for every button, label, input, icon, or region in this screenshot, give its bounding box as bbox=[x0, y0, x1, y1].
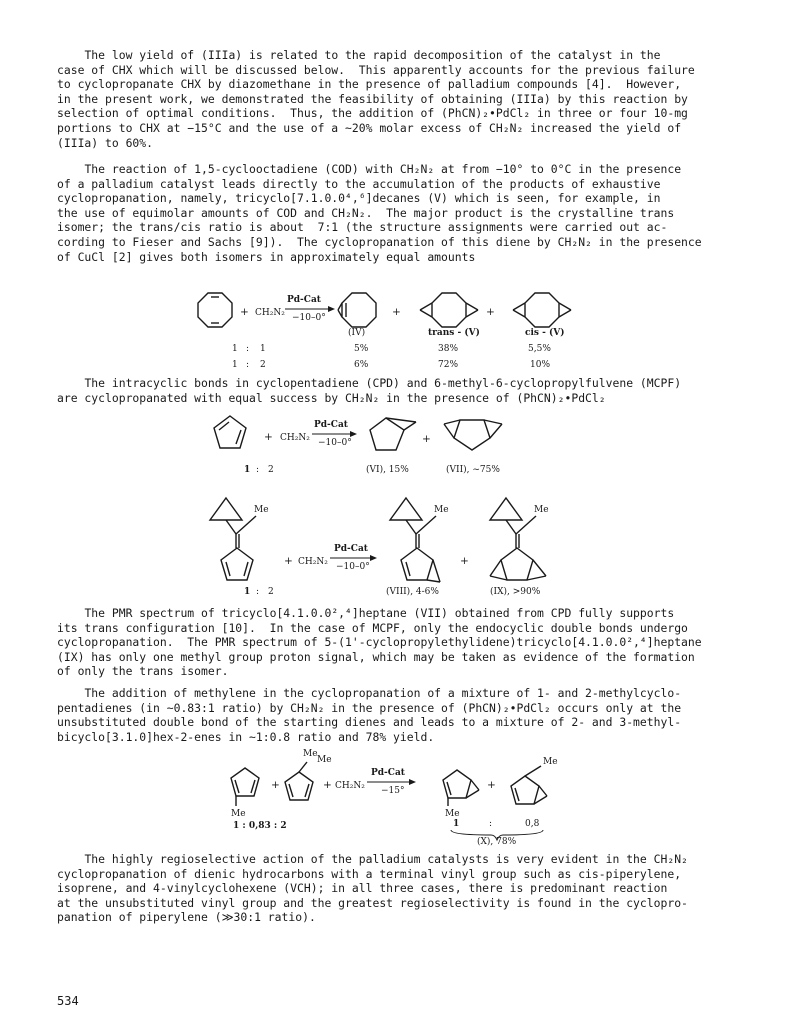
catalyst-label: Pd-Cat bbox=[287, 295, 321, 305]
scheme-cpd-cyclopropanation bbox=[190, 410, 550, 480]
row2-a: 1 bbox=[232, 360, 238, 370]
paragraph-1: The low yield of (IIIa) is related to the rapid decomposition of the catalyst in the case of CHX which will be discussed below. This apparently accounts for the previous failure to cyclopropanate CHX by diazomethane in the presence of palladium compounds [4]. However, in the present work, we demonstrated the feasibility of obtaining (IIIa) by this reaction by selection of optimal conditions. Thus, the addition of (PhCN)₂•PdCl₂ in three or four 10-mg portions to CHX at −15°C and the use of a ~20% molar excess of CH₂N₂ increased the yield of (IIIa) to 60%. bbox=[57, 48, 695, 150]
3-methylbicyclohexene-structure bbox=[511, 766, 547, 804]
ratio-c: 2 bbox=[268, 465, 274, 475]
row1-iv: 5% bbox=[354, 344, 369, 354]
ratio-a: 1 bbox=[244, 587, 251, 597]
methyl-label-bottom: Me bbox=[445, 809, 460, 819]
2-methylbicyclohexene-structure bbox=[443, 770, 479, 806]
ratio-right-b: : bbox=[489, 819, 493, 829]
label-ix: (IX), >90% bbox=[490, 587, 541, 597]
plus-sign: + bbox=[264, 431, 273, 443]
methyl-label-right: Me bbox=[543, 757, 558, 767]
methyl-label: Me bbox=[534, 505, 549, 515]
cis-v-structure bbox=[513, 293, 571, 327]
row1-c: 1 bbox=[260, 344, 266, 354]
row1-cis: 5,5% bbox=[528, 344, 551, 354]
scheme-cod-cyclopropanation bbox=[180, 283, 620, 383]
plus-sign: + bbox=[271, 779, 280, 791]
paragraph-5: The addition of methylene in the cyclopropanation of a mixture of 1- and 2-methylcyclo- pentadienes (in ~0.83:1 ratio) by CH₂N₂ in the presence of (PhCN)₂•PdCl₂ occurs only at the unsubstituted double bond of the starting dienes and leads to a mixture of 2- and 3-methyl- bicyclo[3.1.0]hex-2-enes in ~1:0.8 ratio and 78% yield. bbox=[57, 686, 682, 744]
temperature-label: −10–0° bbox=[318, 438, 352, 448]
2-methylcyclopentadiene-structure bbox=[285, 762, 313, 800]
label-trans-v: trans - (V) bbox=[428, 328, 480, 338]
ratio-b: : bbox=[256, 465, 260, 475]
trans-v-structure bbox=[420, 293, 478, 327]
catalyst-label: Pd-Cat bbox=[334, 544, 368, 554]
reagent-label: CH₂N₂ bbox=[255, 308, 285, 318]
row2-iv: 6% bbox=[354, 360, 369, 370]
row2-c: 2 bbox=[260, 360, 266, 370]
label-cis-v: cis - (V) bbox=[525, 328, 565, 338]
ratio-c: 2 bbox=[268, 587, 274, 597]
row2-cis: 10% bbox=[530, 360, 551, 370]
plus-sign: + bbox=[392, 306, 401, 318]
plus-sign: + bbox=[422, 433, 431, 445]
row2-trans: 72% bbox=[438, 360, 459, 370]
plus-sign: + bbox=[487, 779, 496, 791]
row1-a: 1 bbox=[232, 344, 238, 354]
scheme-mcpf-cyclopropanation bbox=[190, 490, 570, 598]
paragraph-2: The reaction of 1,5-cyclooctadiene (COD) with CH₂N₂ at from −10° to 0°C in the presence of a palladium catalyst leads directly to the accumulation of the products of exhaustive cyclopropanation, namely, tricyclo[7.1.0.0⁴,⁶]decanes (V) which is seen, for example, in the use of equimolar amounts of COD and CH₂N₂. The major product is the crystalline trans isomer; the trans/cis ratio is about 7:1 (the structure assignments were carried out ac- cording to Fieser and Sachs [9]). The cyclopropanation of this diene by CH₂N₂ in the presence of CuCl [2] gives both isomers in approximately equal amounts bbox=[57, 162, 702, 264]
compound-vi-structure bbox=[370, 418, 416, 450]
reagent-label: CH₂N₂ bbox=[335, 781, 365, 791]
scheme-methylcyclopentadiene-cyclopropanation bbox=[195, 749, 615, 847]
ratio-a: 1 bbox=[244, 465, 251, 475]
page-number: 534 bbox=[57, 994, 79, 1008]
ratio-b: : bbox=[256, 587, 260, 597]
plus-sign: + bbox=[323, 779, 332, 791]
row2-b: : bbox=[246, 360, 250, 370]
plus-sign: + bbox=[460, 555, 469, 567]
ratio-right-a: 1 bbox=[453, 819, 460, 829]
label-iv: (IV) bbox=[348, 328, 366, 338]
paragraph-6: The highly regioselective action of the palladium catalysts is very evident in the CH₂N₂ cyclopropanation of dienic hydrocarbons with a terminal vinyl group such as cis-piperylene, isoprene, and 4-vinylcyclohexene (VCH); in all three cases, there is predominant reaction at the unsubstituted vinyl group and the greatest regioselectivity is found in the cyclopro- panation of piperylene (≫30:1 ratio). bbox=[57, 852, 688, 925]
temperature-label: −10–0° bbox=[292, 313, 326, 323]
compound-vii-structure bbox=[444, 420, 502, 450]
plus-sign: + bbox=[486, 306, 495, 318]
plus-sign: + bbox=[240, 306, 249, 318]
ratio-left: 1 : 0,83 : 2 bbox=[233, 821, 287, 831]
methyl-label: Me bbox=[254, 505, 269, 515]
paragraph-4: The PMR spectrum of tricyclo[4.1.0.0²,⁴]heptane (VII) obtained from CPD fully supports its trans configuration [10]. In the case of MCPF, only the endocyclic double bonds undergo cyclopropanation. The PMR spectrum of 5-(1'-cyclopropylethylidene)tricyclo[4.1.0.0²,⁴]heptane (IX) has only one methyl group proton signal, which may be taken as evidence of the formation of only the trans isomer. bbox=[57, 606, 702, 679]
cyclooctadiene-structure bbox=[198, 293, 232, 327]
label-vi: (VI), 15% bbox=[366, 465, 409, 475]
compound-iv-structure bbox=[338, 293, 376, 327]
product-label: (X), 78% bbox=[477, 837, 517, 847]
plus-sign: + bbox=[284, 555, 293, 567]
row1-trans: 38% bbox=[438, 344, 459, 354]
paragraph-3: The intracyclic bonds in cyclopentadiene (CPD) and 6-methyl-6-cyclopropylfulvene (MCPF) are cyclopropanated with equal success by CH₂N₂ in the presence of (PhCN)₂•PdCl₂ bbox=[57, 376, 682, 405]
1-methylcyclopentadiene-structure bbox=[231, 768, 259, 806]
methyl-label: Me bbox=[231, 809, 246, 819]
row1-b: : bbox=[246, 344, 250, 354]
methyl-label: Me bbox=[434, 505, 449, 515]
catalyst-label: Pd-Cat bbox=[314, 420, 348, 430]
catalyst-label: Pd-Cat bbox=[371, 768, 405, 778]
methyl-label: Me bbox=[303, 749, 318, 759]
reagent-label: CH₂N₂ bbox=[298, 557, 328, 567]
compound-viii-structure bbox=[390, 498, 440, 582]
label-viii: (VIII), 4-6% bbox=[386, 587, 439, 597]
temperature-label: −10–0° bbox=[336, 562, 370, 572]
mcpf-structure bbox=[210, 498, 256, 580]
cyclopentadiene-structure bbox=[214, 416, 246, 448]
ratio-right-c: 0,8 bbox=[525, 819, 540, 829]
temperature-label: −15° bbox=[381, 786, 405, 796]
reagent-label: CH₂N₂ bbox=[280, 433, 310, 443]
methyl-label-top: Me bbox=[317, 755, 332, 765]
label-vii: (VII), ~75% bbox=[446, 465, 500, 475]
